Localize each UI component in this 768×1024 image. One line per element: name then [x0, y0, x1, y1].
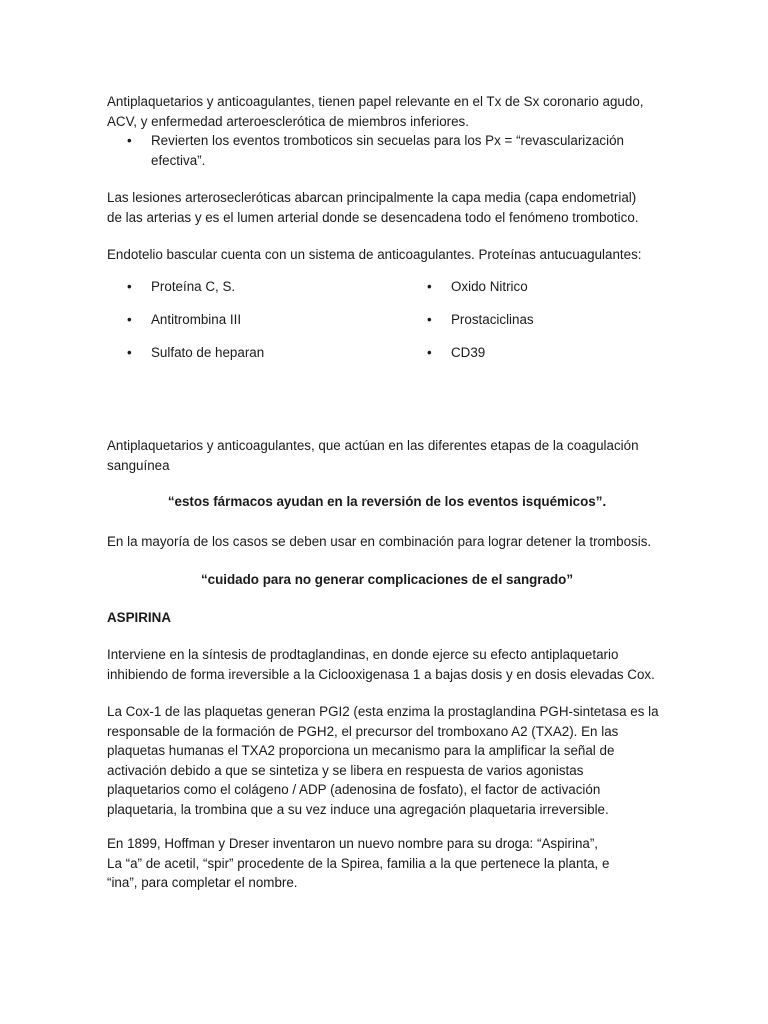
text-line: Las lesiones arterosecleróticas abarcan principalmente la capa media (capa endometrial) [107, 190, 637, 205]
quote-reversion: “estos fármacos ayudan en la reversión de los eventos isquémicos”. [167, 494, 607, 509]
list-item: • Proteína C, S. [107, 277, 387, 297]
paragraph-endotelio [107, 245, 667, 265]
text-line: efectiva”. [151, 152, 206, 168]
list-item: • Prostaciclinas [407, 310, 687, 330]
paragraph-combinacion: En la mayoría de los casos se deben usar en combinación para lograr detener la trombosis. [107, 534, 652, 549]
text-line: responsable de la formación de PGH2, el precursor del tromboxano A2 (TXA2). En las [107, 723, 619, 739]
bullet-icon: • [127, 279, 132, 295]
paragraph-cox1 [107, 702, 667, 819]
bullet-icon: • [127, 312, 132, 328]
list-item: • Sulfato de heparan [107, 343, 387, 363]
text-line: En 1899, Hoffman y Dreser inventaron un nuevo nombre para su droga: “Aspirina”, [107, 836, 599, 851]
text-line: La “a” de acetil, “spir” procedente de la Spirea, familia a la que pertenece la planta, e [107, 855, 610, 871]
text-line: sanguínea [107, 457, 170, 473]
paragraph-intro [107, 92, 667, 170]
text-line: Endotelio bascular cuenta con un sistema de anticoagulantes. Proteínas antucuagulantes: [107, 247, 642, 262]
text-line: Antiplaquetarios y anticoagulantes, tienen papel relevante en el Tx de Sx coronario agudo, [107, 94, 644, 109]
text-line: Antiplaquetarios y anticoagulantes, que actúan en las diferentes etapas de la coagulación [107, 438, 639, 453]
paragraph-historia [107, 834, 667, 893]
list-item: • Antitrombina III [107, 310, 387, 330]
text-line: plaquetaria, la trombina que a su vez induce una agregación plaquetaria irreversible. [107, 801, 609, 817]
bullet-item [107, 131, 667, 170]
text-line: Interviene en la síntesis de prodtaglandinas, en donde ejerce su efecto antiplaquetario [107, 647, 619, 662]
list-column-right [407, 264, 687, 376]
bullet-icon: • [127, 133, 132, 148]
list-column-left [107, 264, 387, 376]
section-heading: ASPIRINA [107, 610, 171, 625]
text-line: plaquetas humanas el TXA2 proporciona un mecanismo para la amplificar la señal de [107, 743, 615, 758]
text-line: de las arterias y es el lumen arterial donde se desencadena todo el fenómeno trombotico. [107, 209, 639, 225]
list-item: • CD39 [407, 343, 687, 363]
paragraph-sintesis [107, 645, 667, 684]
text-line: La Cox-1 de las plaquetas generan PGI2 (esta enzima la prostaglandina PGH-sintetasa es la [107, 704, 659, 719]
paragraph-etapas [107, 436, 667, 475]
text-line: activación debido a que se sintetiza y se libera en respuesta de varios agonistas [107, 762, 584, 778]
text-line: “ina”, para completar el nombre. [107, 875, 298, 890]
text-line: plaquetarios como el colágeno / ADP (adenosina de fosfato), el factor de activación [107, 782, 601, 797]
bullet-icon: • [427, 279, 432, 295]
text-line: inhibiendo de forma ireversible a la Ciclooxigenasa 1 a bajas dosis y en dosis elevadas Cox. [107, 666, 655, 682]
quote-sangrado: “cuidado para no generar complicaciones de el sangrado” [200, 572, 574, 587]
anticoagulant-list [107, 264, 667, 361]
list-item: • Oxido Nitrico [407, 277, 687, 297]
bullet-icon: • [427, 345, 432, 361]
paragraph-lesiones [107, 188, 667, 227]
text-line: ACV, y enfermedad arteroesclerótica de miembros inferiores. [107, 113, 469, 129]
bullet-icon: • [127, 345, 132, 361]
bullet-icon: • [427, 312, 432, 328]
text-line: Revierten los eventos tromboticos sin secuelas para los Px = “revascularización [151, 133, 624, 148]
